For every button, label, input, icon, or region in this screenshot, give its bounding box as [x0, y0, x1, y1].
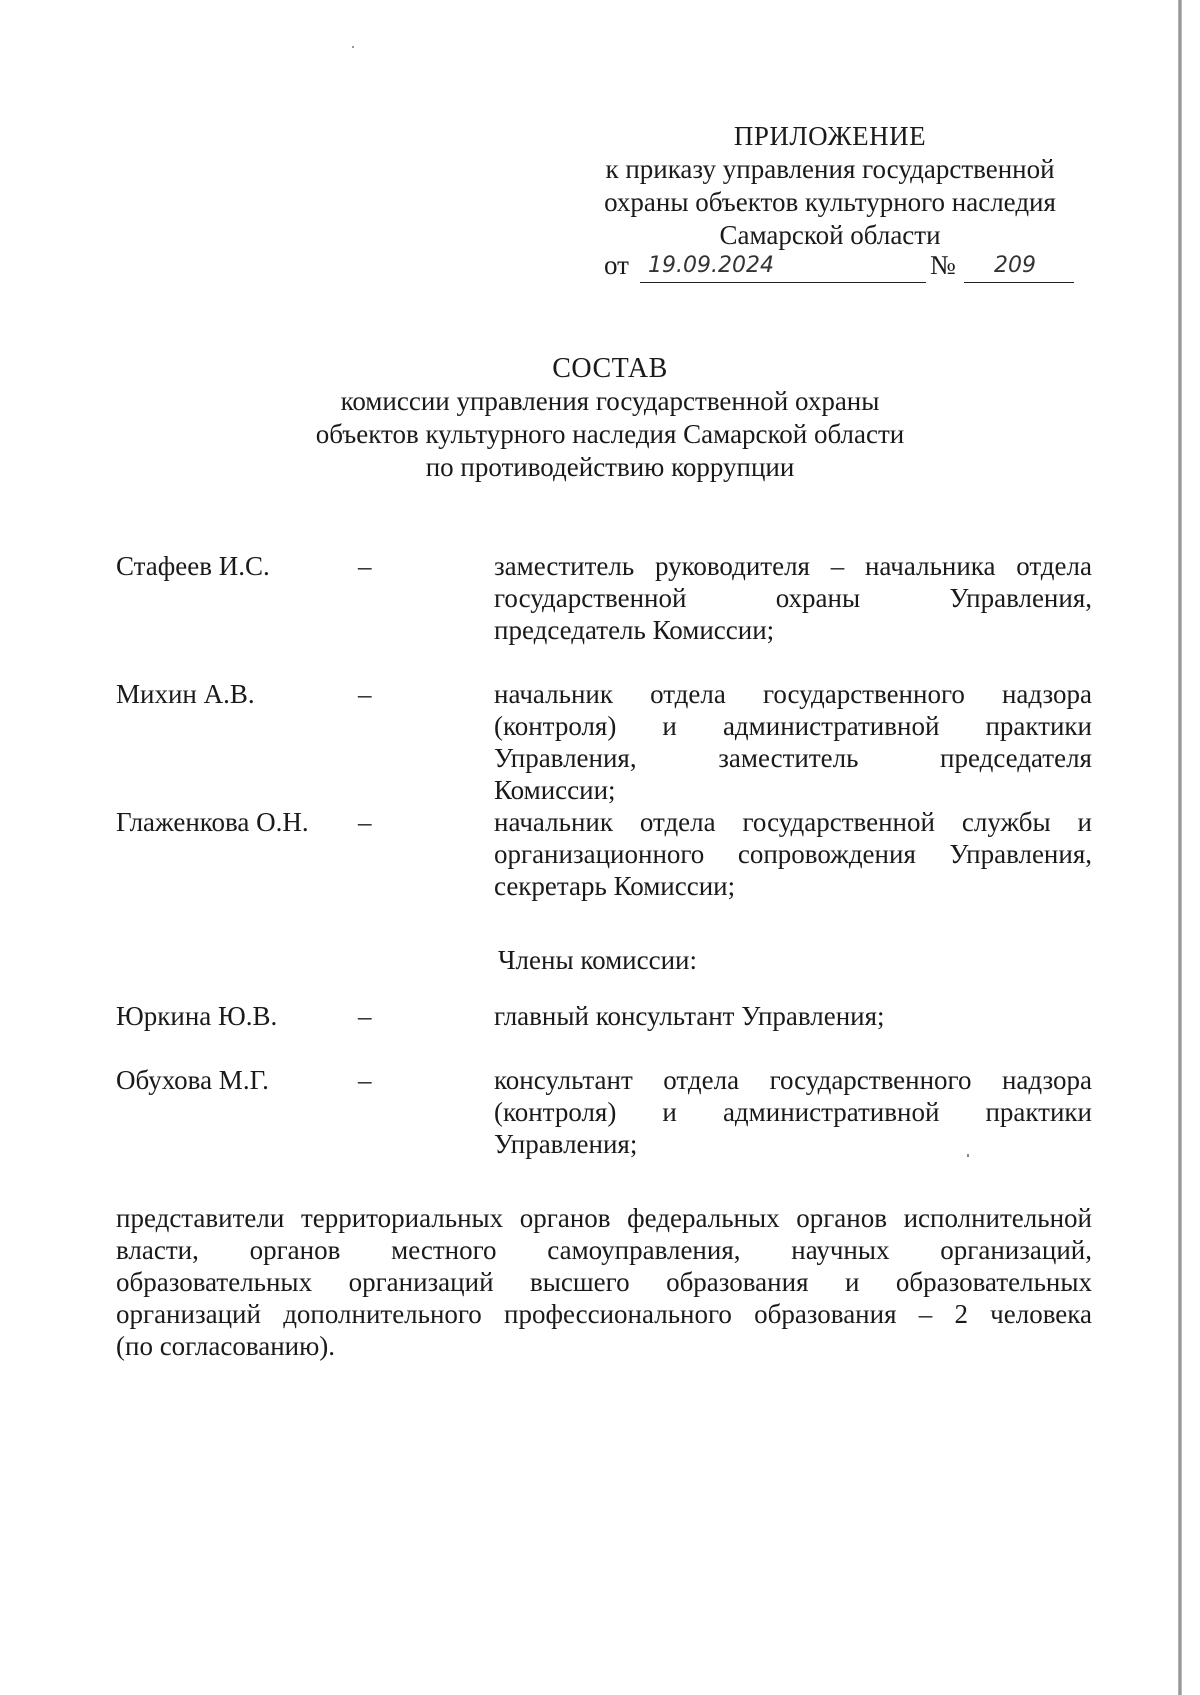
order-date-number-row: [604, 250, 1074, 284]
text-line: [494, 1096, 1092, 1128]
word: государственной: [742, 807, 935, 837]
word: начальник: [494, 679, 613, 709]
word: представители: [116, 1203, 285, 1233]
word: исполнительной: [903, 1203, 1092, 1233]
text-line: [494, 550, 1092, 582]
word: образования: [666, 1267, 809, 1297]
number-field: [964, 250, 1074, 283]
scan-speck: [352, 46, 354, 48]
word: и: [844, 1267, 860, 1297]
handwritten-date: 19.09.2024: [648, 253, 774, 278]
word: председателя: [940, 743, 1092, 773]
word: органов: [796, 1203, 887, 1233]
text-line: [116, 1298, 1092, 1330]
annex-title: ПРИЛОЖЕНИЕ: [733, 121, 927, 151]
word: государственного: [762, 679, 965, 709]
word: организаций: [348, 1267, 494, 1297]
document-subtitle-line-1: комиссии управления государственной охраны: [340, 386, 880, 416]
word: руководителя: [654, 551, 810, 581]
text-line: [494, 710, 1092, 742]
word: и: [662, 711, 677, 741]
word: высшего: [530, 1267, 630, 1297]
text-line: [494, 678, 1092, 710]
word: административной: [722, 711, 940, 741]
member-dash: –: [358, 551, 372, 581]
text-line: [494, 582, 1092, 614]
word: организационного: [494, 839, 705, 869]
member-dash: –: [358, 1065, 372, 1095]
text-line: (по согласованию).: [116, 1331, 336, 1361]
document-subtitle-line-3: по противодействию коррупции: [425, 452, 795, 482]
text-line: [116, 1202, 1092, 1234]
member-role: [494, 1000, 1092, 1032]
word: отдела: [639, 807, 716, 837]
member-name: Михин А.В.: [116, 679, 255, 709]
word: практики: [985, 1097, 1092, 1127]
word: самоуправления,: [547, 1235, 741, 1265]
text-line: [494, 838, 1092, 870]
member-role: [494, 1064, 1092, 1160]
word: отдела: [1016, 551, 1092, 581]
word: образовательных: [116, 1267, 313, 1297]
word: сопровождения: [737, 839, 916, 869]
word: человека: [990, 1299, 1092, 1329]
scan-edge: [1178, 0, 1182, 1695]
word: 2: [954, 1299, 968, 1329]
word: и: [1077, 807, 1092, 837]
word: дополнительного: [283, 1299, 482, 1329]
word: образования: [754, 1299, 897, 1329]
text-line: [116, 1234, 1092, 1266]
text-line: [494, 742, 1092, 774]
word: территориальных: [300, 1203, 504, 1233]
text-line: главный консультант Управления;: [494, 1001, 885, 1031]
text-line: [494, 806, 1092, 838]
member-name: Обухова М.Г.: [116, 1065, 269, 1095]
annex-line-3: Самарской области: [719, 220, 941, 250]
word: государственного: [769, 1065, 972, 1095]
representatives-paragraph: [116, 1202, 1092, 1362]
text-line: председатель Комиссии;: [494, 615, 775, 645]
word: службы: [961, 807, 1051, 837]
member-dash: –: [358, 807, 372, 837]
number-sign: №: [930, 250, 956, 280]
word: органов: [519, 1203, 611, 1233]
word: местного: [391, 1235, 497, 1265]
word: консультант: [494, 1065, 633, 1095]
word: –: [918, 1299, 933, 1329]
text-line: Управления;: [494, 1129, 638, 1159]
member-name: Юркина Ю.В.: [116, 1001, 278, 1031]
word: начальника: [864, 551, 996, 581]
date-field: [640, 250, 926, 283]
handwritten-number: 209: [994, 253, 1036, 278]
annex-line-1: к приказу управления государственной: [605, 154, 1055, 184]
word: начальник: [494, 807, 613, 837]
text-line: [494, 1064, 1092, 1096]
word: –: [830, 551, 845, 581]
word: отдела: [650, 679, 726, 709]
word: научных: [791, 1235, 890, 1265]
document-title-block: [250, 352, 970, 484]
word: надзора: [1001, 679, 1092, 709]
word: отдела: [663, 1065, 740, 1095]
member-dash: –: [358, 679, 372, 709]
member-name: Стафеев И.С.: [116, 551, 270, 581]
member-role: [494, 678, 1092, 806]
word: организаций,: [940, 1235, 1092, 1265]
annex-header: [560, 120, 1100, 252]
text-line: Комиссии;: [494, 775, 616, 805]
word: федеральных: [627, 1203, 780, 1233]
word: и: [662, 1097, 677, 1127]
word: (контроля): [494, 711, 617, 741]
date-prefix: от: [604, 250, 629, 280]
document-subtitle-line-2: объектов культурного наследия Самарской области: [315, 419, 905, 449]
word: власти,: [116, 1235, 199, 1265]
word: заместитель: [718, 743, 859, 773]
word: (контроля): [494, 1097, 617, 1127]
annex-line-2: охраны объектов культурного наследия: [604, 187, 1056, 217]
member-name: Глаженкова О.Н.: [116, 807, 309, 837]
member-dash: –: [358, 1001, 372, 1031]
word: профессионального: [504, 1299, 732, 1329]
word: образовательных: [895, 1267, 1092, 1297]
word: Управления,: [494, 743, 637, 773]
word: заместитель: [494, 551, 635, 581]
word: органов: [249, 1235, 341, 1265]
word: практики: [985, 711, 1092, 741]
word: государственной: [494, 583, 687, 613]
member-role: [494, 550, 1092, 646]
word: Управления,: [949, 839, 1092, 869]
committee-members-heading: Члены комиссии:: [498, 945, 697, 975]
text-line: секретарь Комиссии;: [494, 871, 736, 901]
word: охраны: [775, 583, 861, 613]
document-title: СОСТАВ: [552, 353, 668, 384]
text-line: [116, 1266, 1092, 1298]
word: Управления,: [949, 583, 1092, 613]
word: организаций: [116, 1299, 261, 1329]
word: административной: [722, 1097, 940, 1127]
word: надзора: [1001, 1065, 1092, 1095]
member-role: [494, 806, 1092, 902]
